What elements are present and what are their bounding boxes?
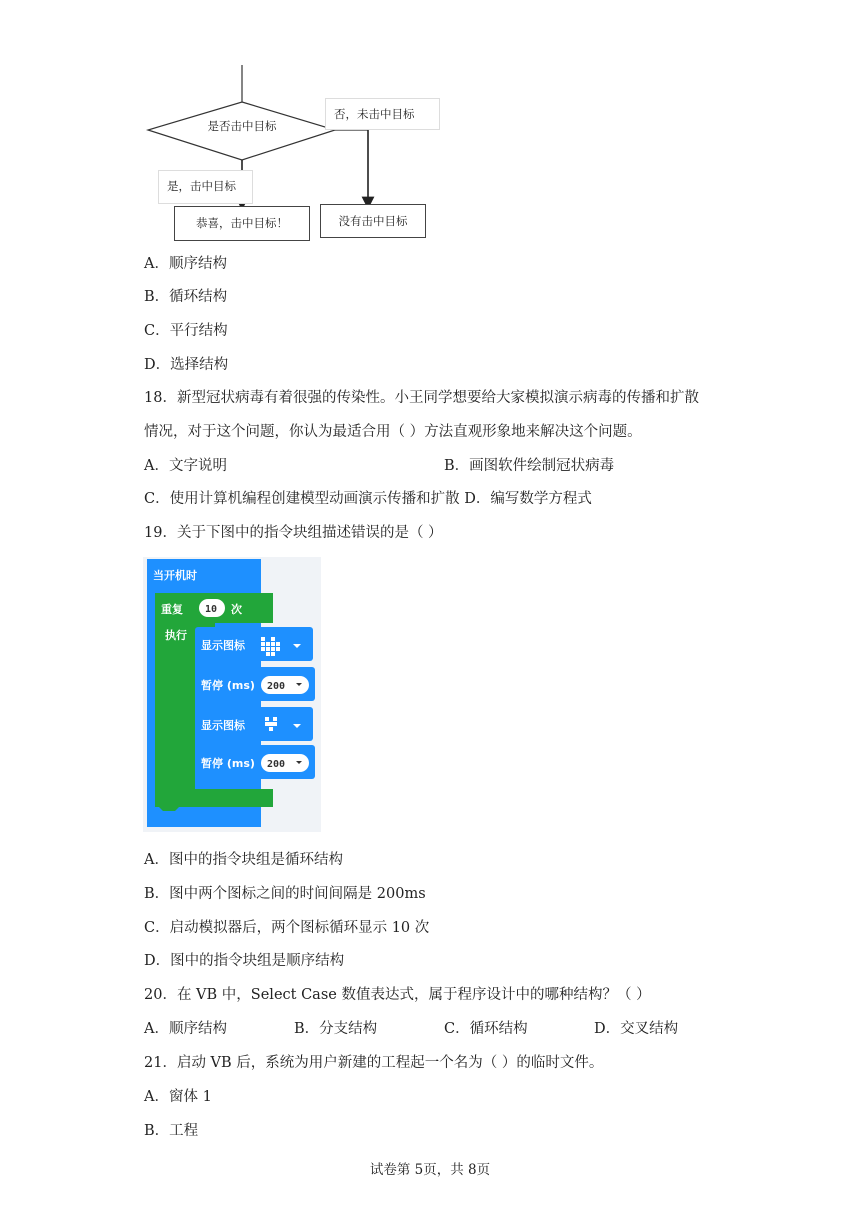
repeat-label: 重复 bbox=[161, 603, 183, 616]
q21-stem: 21．启动 VB 后，系统为用户新建的工程起一个名为（ ）的临时文件。 bbox=[144, 1055, 604, 1071]
q20-option-c: C．循环结构 bbox=[444, 1021, 528, 1037]
q18-option-a: A．文字说明 bbox=[144, 458, 227, 474]
q20-option-d: D．交叉结构 bbox=[594, 1021, 679, 1037]
q17-option-b: B．循环结构 bbox=[144, 289, 228, 305]
flowchart-figure bbox=[140, 60, 450, 250]
miss-box: 没有击中目标 bbox=[320, 204, 426, 238]
diamond-label: 是否击中目标 bbox=[207, 119, 277, 133]
success-box: 恭喜，击中目标！ bbox=[174, 206, 310, 241]
pause-1-label: 暂停 (ms) bbox=[201, 679, 255, 692]
times-label: 次 bbox=[231, 603, 242, 616]
q20-option-b: B．分支结构 bbox=[294, 1021, 378, 1037]
yes-branch-label: 是，击中目标 bbox=[158, 170, 253, 204]
q19-option-a: A．图中的指令块组是循环结构 bbox=[144, 852, 343, 868]
q20-stem: 20．在 VB 中，Select Case 数值表达式，属于程序设计中的哪种结构？（ ） bbox=[144, 987, 651, 1003]
q21-option-b: B．工程 bbox=[144, 1123, 199, 1139]
show-icon-2-label: 显示图标 bbox=[201, 719, 245, 732]
q17-option-c: C．平行结构 bbox=[144, 323, 228, 339]
code-blocks-figure bbox=[143, 557, 321, 832]
q21-option-a: A．窗体 1 bbox=[144, 1089, 212, 1105]
q19-option-b: B．图中两个图标之间的时间间隔是 200ms bbox=[144, 886, 426, 902]
pause-2-label: 暂停 (ms) bbox=[201, 757, 255, 770]
q19-stem: 19．关于下图中的指令块组描述错误的是（ ） bbox=[144, 525, 443, 541]
q18-option-b: B．画图软件绘制冠状病毒 bbox=[444, 458, 615, 474]
q17-option-d: D．选择结构 bbox=[144, 357, 229, 373]
pause-2-value: 200 bbox=[267, 759, 286, 770]
page-footer: 试卷第 5页，共 8页 bbox=[369, 1162, 491, 1178]
pause-1-value: 200 bbox=[267, 681, 286, 692]
no-branch-label: 否，未击中目标 bbox=[325, 98, 440, 130]
show-icon-1-label: 显示图标 bbox=[201, 639, 245, 652]
q20-option-a: A．顺序结构 bbox=[144, 1021, 227, 1037]
q18-option-cd: C．使用计算机编程创建模型动画演示传播和扩散 D．编写数学方程式 bbox=[144, 491, 592, 507]
q19-option-d: D．图中的指令块组是顺序结构 bbox=[144, 953, 345, 969]
q18-stem-line2: 情况，对于这个问题，你认为最适合用（ ）方法直观形象地来解决这个问题。 bbox=[144, 424, 642, 440]
start-block-label: 当开机时 bbox=[153, 569, 197, 582]
q18-stem-line1: 18．新型冠状病毒有着很强的传染性。小王同学想要给大家模拟演示病毒的传播和扩散 bbox=[144, 390, 699, 406]
repeat-count: 10 bbox=[205, 604, 218, 615]
q17-option-a: A．顺序结构 bbox=[144, 256, 227, 272]
do-label: 执行 bbox=[165, 629, 187, 642]
blocks-svg bbox=[143, 557, 321, 832]
q19-option-c: C．启动模拟器后，两个图标循环显示 10 次 bbox=[144, 920, 430, 936]
